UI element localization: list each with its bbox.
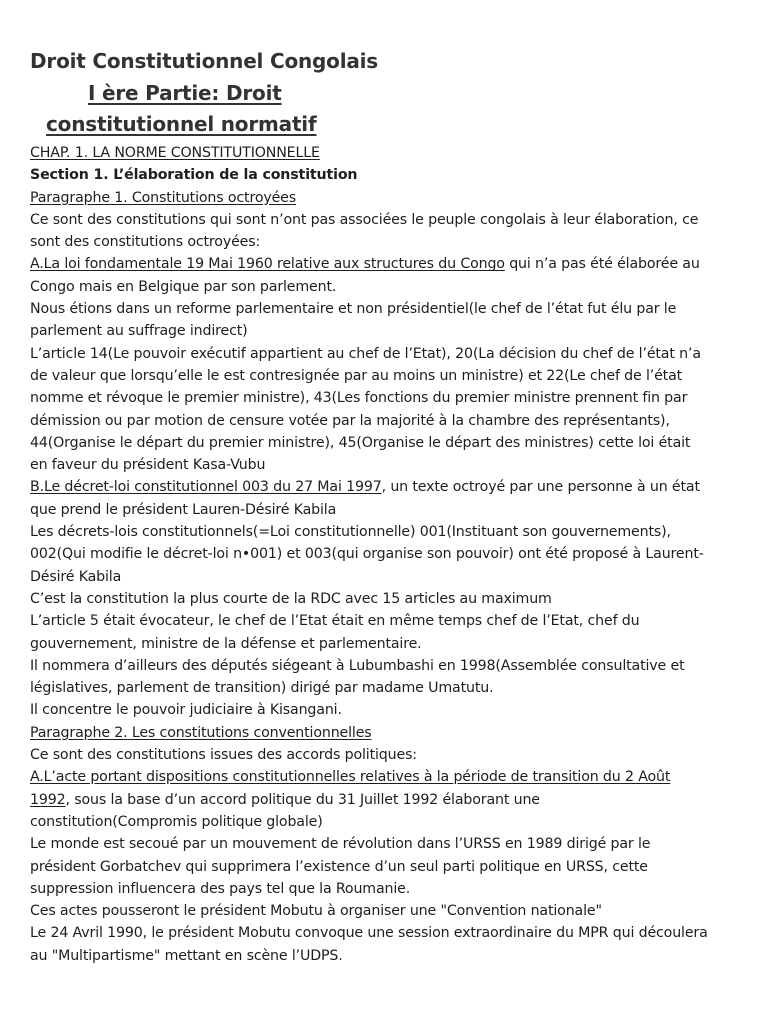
text-line: sont des constitutions octroyées: bbox=[30, 234, 261, 251]
text-line bbox=[30, 789, 744, 811]
text-line: nomme et révoque le premier ministre), 43(Les fonctions du premier ministre prennent fin par bbox=[30, 390, 688, 407]
text-line: gouvernement, ministre de la défense et parlementaire. bbox=[30, 635, 422, 652]
text-line: Ce sont des constitutions qui sont n’ont pas associées le peuple congolais à leur élaboration, ce bbox=[30, 211, 699, 228]
text-line: suppression influencera des pays tel que la Roumanie. bbox=[30, 880, 411, 897]
document-title: Droit Constitutionnel Congolais bbox=[30, 49, 378, 73]
text-fragment: , sous la base d’un accord politique du 31 Juillet 1992 élaborant une bbox=[65, 791, 540, 808]
text-line: Les décrets-lois constitutionnels(=Loi constitutionnelle) 001(Instituant son gouvernements), bbox=[30, 524, 671, 541]
text-line bbox=[30, 476, 744, 498]
text-line: de valeur que lorsqu’elle le est contresignée par au moins un ministre) et 22(Le chef de l’état bbox=[30, 367, 683, 384]
text-line: 44(Organise le départ du premier ministre), 45(Organise le départ des ministres) cette loi était bbox=[30, 434, 691, 451]
text-line: Il nommera d’ailleurs des députés siégeant à Lubumbashi en 1998(Assemblée consultative et bbox=[30, 657, 685, 674]
text-line bbox=[30, 253, 744, 275]
text-line: Le 24 Avril 1990, le président Mobutu convoque une session extraordinaire du MPR qui découlera bbox=[30, 925, 708, 942]
paragraph-heading-1: Paragraphe 1. Constitutions octroyées bbox=[30, 189, 297, 206]
part-title-line-1: I ère Partie: Droit bbox=[88, 81, 282, 105]
text-line: Désiré Kabila bbox=[30, 568, 122, 585]
text-line: parlement au suffrage indirect) bbox=[30, 323, 248, 340]
text-line: constitution(Compromis politique globale) bbox=[30, 813, 323, 830]
text-line: président Gorbatchev qui supprimera l’existence d’un seul parti politique en URSS, cette bbox=[30, 858, 648, 875]
text-line: C’est la constitution la plus courte de la RDC avec 15 articles au maximum bbox=[30, 590, 552, 607]
text-line: en faveur du président Kasa-Vubu bbox=[30, 457, 266, 474]
text-line: Il concentre le pouvoir judiciaire à Kisangani. bbox=[30, 702, 342, 719]
law-reference-a2: A.L’acte portant dispositions constitutionnelles relatives à la période de transition du 2 Août bbox=[30, 769, 671, 786]
text-fragment: qui n’a pas été élaborée au bbox=[504, 256, 700, 273]
chapter-heading: CHAP. 1. LA NORME CONSTITUTIONNELLE bbox=[30, 145, 320, 161]
text-line: L’article 14(Le pouvoir exécutif appartient au chef de l’Etat), 20(La décision du chef de l’état n’a bbox=[30, 345, 701, 362]
part-title-line-2: constitutionnel normatif bbox=[46, 112, 317, 136]
law-reference-a2-year: 1992 bbox=[30, 791, 66, 808]
text-line: démission ou par motion de censure votée par la majorité à la chambre des représentants), bbox=[30, 412, 670, 429]
text-line: Nous étions dans un reforme parlementaire et non présidentiel(le chef de l’état fut élu par le bbox=[30, 301, 677, 318]
text-fragment: , un texte octroyé par une personne à un état bbox=[381, 479, 700, 496]
text-line: que prend le président Lauren-Désiré Kabila bbox=[30, 501, 337, 518]
text-line: législatives, parlement de transition) dirigé par madame Umatutu. bbox=[30, 680, 494, 697]
text-line: Ces actes pousseront le président Mobutu à organiser une "Convention nationale" bbox=[30, 903, 602, 920]
document-body bbox=[30, 142, 744, 967]
text-line: Le monde est secoué par un mouvement de révolution dans l’URSS en 1989 dirigé par le bbox=[30, 836, 651, 853]
text-line: Congo mais en Belgique par son parlement. bbox=[30, 278, 337, 295]
text-line: au "Multipartisme" mettant en scène l’UDPS. bbox=[30, 947, 343, 964]
law-reference-a1: A.La loi fondamentale 19 Mai 1960 relative aux structures du Congo bbox=[30, 256, 505, 273]
text-line: Ce sont des constitutions issues des accords politiques: bbox=[30, 747, 417, 764]
section-heading: Section 1. L’élaboration de la constitution bbox=[30, 167, 358, 184]
text-line: L’article 5 était évocateur, le chef de l’Etat était en même temps chef de l’Etat, chef du bbox=[30, 613, 640, 630]
paragraph-heading-2: Paragraphe 2. Les constitutions conventionnelles bbox=[30, 724, 372, 741]
law-reference-b1: B.Le décret-loi constitutionnel 003 du 27 Mai 1997 bbox=[30, 479, 382, 496]
text-line: 002(Qui modifie le décret-loi n•001) et 003(qui organise son pouvoir) ont été proposé à Laurent- bbox=[30, 546, 704, 563]
